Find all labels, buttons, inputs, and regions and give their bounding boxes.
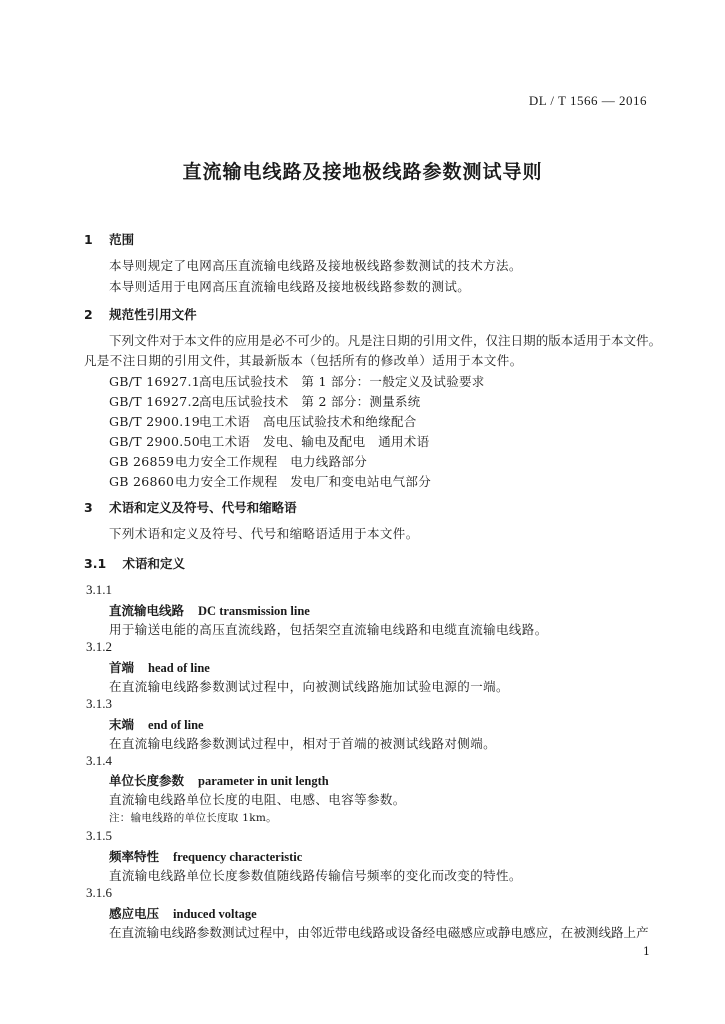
reference-item bbox=[109, 432, 429, 450]
reference-code: GB/T 16927.2 bbox=[109, 394, 200, 409]
scope-paragraph-2: 本导则适用于电网高压直流输电线路及接地极线路参数的测试。 bbox=[109, 279, 471, 294]
term-chinese: 频率特性 bbox=[109, 849, 160, 864]
term-chinese: 首端 bbox=[109, 660, 135, 675]
term-number: 3.1.1 bbox=[86, 582, 112, 597]
subsection-number: 3.1 bbox=[84, 556, 107, 571]
scope-paragraph-1: 本导则规定了电网高压直流输电线路及接地极线路参数测试的技术方法。 bbox=[109, 258, 522, 273]
subsection-title: 术语和定义 bbox=[122, 556, 186, 571]
term-number: 3.1.6 bbox=[86, 885, 112, 900]
term-definition: 在直流输电线路参数测试过程中，向被测试线路施加试验电源的一端。 bbox=[109, 679, 509, 694]
term-number: 3.1.2 bbox=[86, 639, 112, 654]
term-definition: 在直流输电线路参数测试过程中，由邻近带电线路或设备经电磁感应或静电感应，在被测线路上产 bbox=[109, 925, 649, 940]
reference-title: 电工术语 发电、输电及配电 通用术语 bbox=[199, 434, 430, 449]
term-number: 3.1.3 bbox=[86, 696, 112, 711]
term-name bbox=[109, 771, 329, 789]
section-title: 规范性引用文件 bbox=[109, 307, 197, 322]
section-3-heading bbox=[84, 498, 297, 516]
document-title: 直流输电线路及接地极线路参数测试导则 bbox=[182, 161, 543, 183]
reference-code: GB/T 2900.50 bbox=[109, 434, 200, 449]
reference-code: GB 26859 bbox=[109, 454, 175, 469]
term-name bbox=[109, 904, 257, 922]
references-paragraph-2: 凡是不注日期的引用文件，其最新版本（包括所有的修改单）适用于本文件。 bbox=[84, 353, 523, 368]
term-chinese: 末端 bbox=[109, 717, 135, 732]
reference-item bbox=[109, 392, 421, 410]
reference-title: 电力安全工作规程 发电厂和变电站电气部分 bbox=[175, 474, 432, 489]
term-name bbox=[109, 847, 302, 865]
reference-item bbox=[109, 452, 367, 470]
terms-intro-paragraph: 下列术语和定义及符号、代号和缩略语适用于本文件。 bbox=[109, 526, 419, 541]
term-definition: 直流输电线路单位长度的电阻、电感、电容等参数。 bbox=[109, 792, 406, 807]
section-number: 2 bbox=[84, 307, 93, 322]
term-english: end of line bbox=[148, 718, 204, 732]
term-chinese: 直流输电线路 bbox=[109, 603, 185, 618]
term-english: frequency characteristic bbox=[173, 850, 303, 864]
section-number: 1 bbox=[84, 232, 93, 247]
reference-title: 电工术语 高电压试验技术和绝缘配合 bbox=[199, 414, 417, 429]
term-name bbox=[109, 601, 310, 619]
term-english: parameter in unit length bbox=[198, 774, 329, 788]
section-1-heading bbox=[84, 230, 134, 248]
reference-title: 电力安全工作规程 电力线路部分 bbox=[175, 454, 368, 469]
term-name bbox=[109, 658, 210, 676]
section-title: 范围 bbox=[109, 232, 135, 247]
section-title: 术语和定义及符号、代号和缩略语 bbox=[109, 500, 297, 515]
term-note: 注：输电线路的单位长度取 1km。 bbox=[109, 812, 277, 824]
reference-code: GB 26860 bbox=[109, 474, 175, 489]
term-english: induced voltage bbox=[173, 907, 257, 921]
term-number: 3.1.4 bbox=[86, 753, 112, 768]
term-number: 3.1.5 bbox=[86, 828, 112, 843]
term-definition: 在直流输电线路参数测试过程中，相对于首端的被测试线路对侧端。 bbox=[109, 736, 497, 751]
page-number: 1 bbox=[643, 945, 650, 958]
document-code: DL / T 1566 — 2016 bbox=[528, 93, 647, 108]
term-english: DC transmission line bbox=[198, 604, 310, 618]
reference-code: GB/T 2900.19 bbox=[109, 414, 200, 429]
reference-title: 高电压试验技术 第 2 部分：测量系统 bbox=[199, 394, 421, 409]
term-english: head of line bbox=[148, 661, 210, 675]
term-definition: 用于输送电能的高压直流线路，包括架空直流输电线路和电缆直流输电线路。 bbox=[109, 622, 548, 637]
term-definition: 直流输电线路单位长度参数值随线路传输信号频率的变化而改变的特性。 bbox=[109, 868, 522, 883]
term-chinese: 单位长度参数 bbox=[109, 773, 185, 788]
reference-title: 高电压试验技术 第 1 部分：一般定义及试验要求 bbox=[199, 374, 485, 389]
references-paragraph-1: 下列文件对于本文件的应用是必不可少的。凡是注日期的引用文件，仅注日期的版本适用于本文件。 bbox=[109, 333, 662, 348]
reference-code: GB/T 16927.1 bbox=[109, 374, 200, 389]
subsection-3-1-heading bbox=[84, 554, 185, 572]
reference-item bbox=[109, 372, 485, 390]
section-2-heading bbox=[84, 305, 197, 323]
term-name bbox=[109, 715, 204, 733]
reference-item bbox=[109, 472, 431, 490]
section-number: 3 bbox=[84, 500, 93, 515]
term-chinese: 感应电压 bbox=[109, 906, 160, 921]
reference-item bbox=[109, 412, 417, 430]
